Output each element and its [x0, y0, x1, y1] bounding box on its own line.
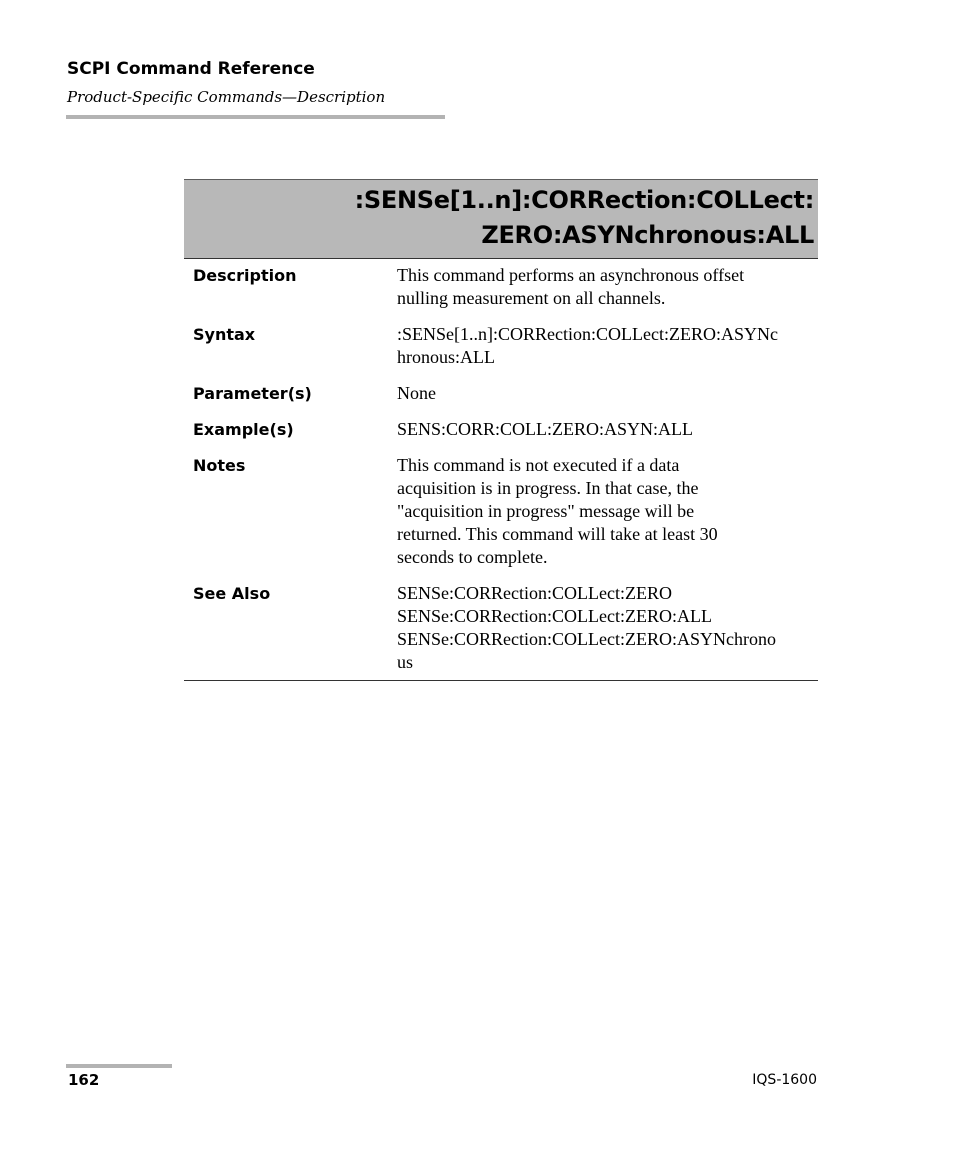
row-label: Notes — [193, 456, 246, 475]
value-line: SENS:CORR:COLL:ZERO:ASYN:ALL — [397, 419, 694, 439]
row-description — [184, 264, 818, 310]
row-value — [397, 264, 811, 310]
row-label: Description — [193, 266, 297, 285]
command-title-line: :SENSe[1..n]:CORRection:COLLect: — [354, 186, 814, 214]
row-examples — [184, 418, 818, 441]
value-line: acquisition is in progress. In that case, the — [397, 478, 699, 498]
row-label: See Also — [193, 584, 271, 603]
value-line: returned. This command will take at least 30 — [397, 524, 718, 544]
row-label: Syntax — [193, 325, 256, 344]
value-line: nulling measurement on all channels. — [397, 288, 666, 308]
value-line: :SENSe[1..n]:CORRection:COLLect:ZERO:ASYNc — [397, 324, 778, 344]
row-value — [397, 323, 811, 369]
row-label: Example(s) — [193, 420, 294, 439]
row-value — [397, 382, 811, 405]
row-label: Parameter(s) — [193, 384, 312, 403]
command-block — [184, 179, 818, 681]
value-line: hronous:ALL — [397, 347, 495, 367]
value-line: None — [397, 383, 436, 403]
value-line: This command performs an asynchronous offset — [397, 265, 745, 285]
row-see-also — [184, 582, 818, 674]
section-title: SCPI Command Reference — [67, 59, 315, 79]
value-line: This command is not executed if a data — [397, 455, 680, 475]
row-syntax — [184, 323, 818, 369]
section-subtitle: Product-Specific Commands—Description — [67, 88, 386, 106]
row-value — [397, 454, 811, 569]
product-name: IQS-1600 — [752, 1072, 817, 1088]
row-value — [397, 418, 811, 441]
see-also-link[interactable]: SENSe:CORRection:COLLect:ZERO — [397, 583, 672, 603]
row-parameters — [184, 382, 818, 405]
value-line: seconds to complete. — [397, 547, 548, 567]
running-header — [67, 57, 447, 108]
command-title — [184, 179, 818, 259]
footer-rule — [66, 1064, 172, 1068]
command-details — [184, 259, 818, 681]
page-number: 162 — [68, 1071, 100, 1089]
see-also-link[interactable]: us — [397, 652, 414, 672]
see-also-link[interactable]: SENSe:CORRection:COLLect:ZERO:ALL — [397, 606, 712, 626]
row-notes — [184, 454, 818, 569]
value-line: "acquisition in progress" message will be — [397, 501, 695, 521]
row-value — [397, 582, 811, 674]
header-rule — [66, 115, 445, 119]
command-title-line: ZERO:ASYNchronous:ALL — [481, 221, 814, 249]
see-also-link[interactable]: SENSe:CORRection:COLLect:ZERO:ASYNchrono — [397, 629, 776, 649]
